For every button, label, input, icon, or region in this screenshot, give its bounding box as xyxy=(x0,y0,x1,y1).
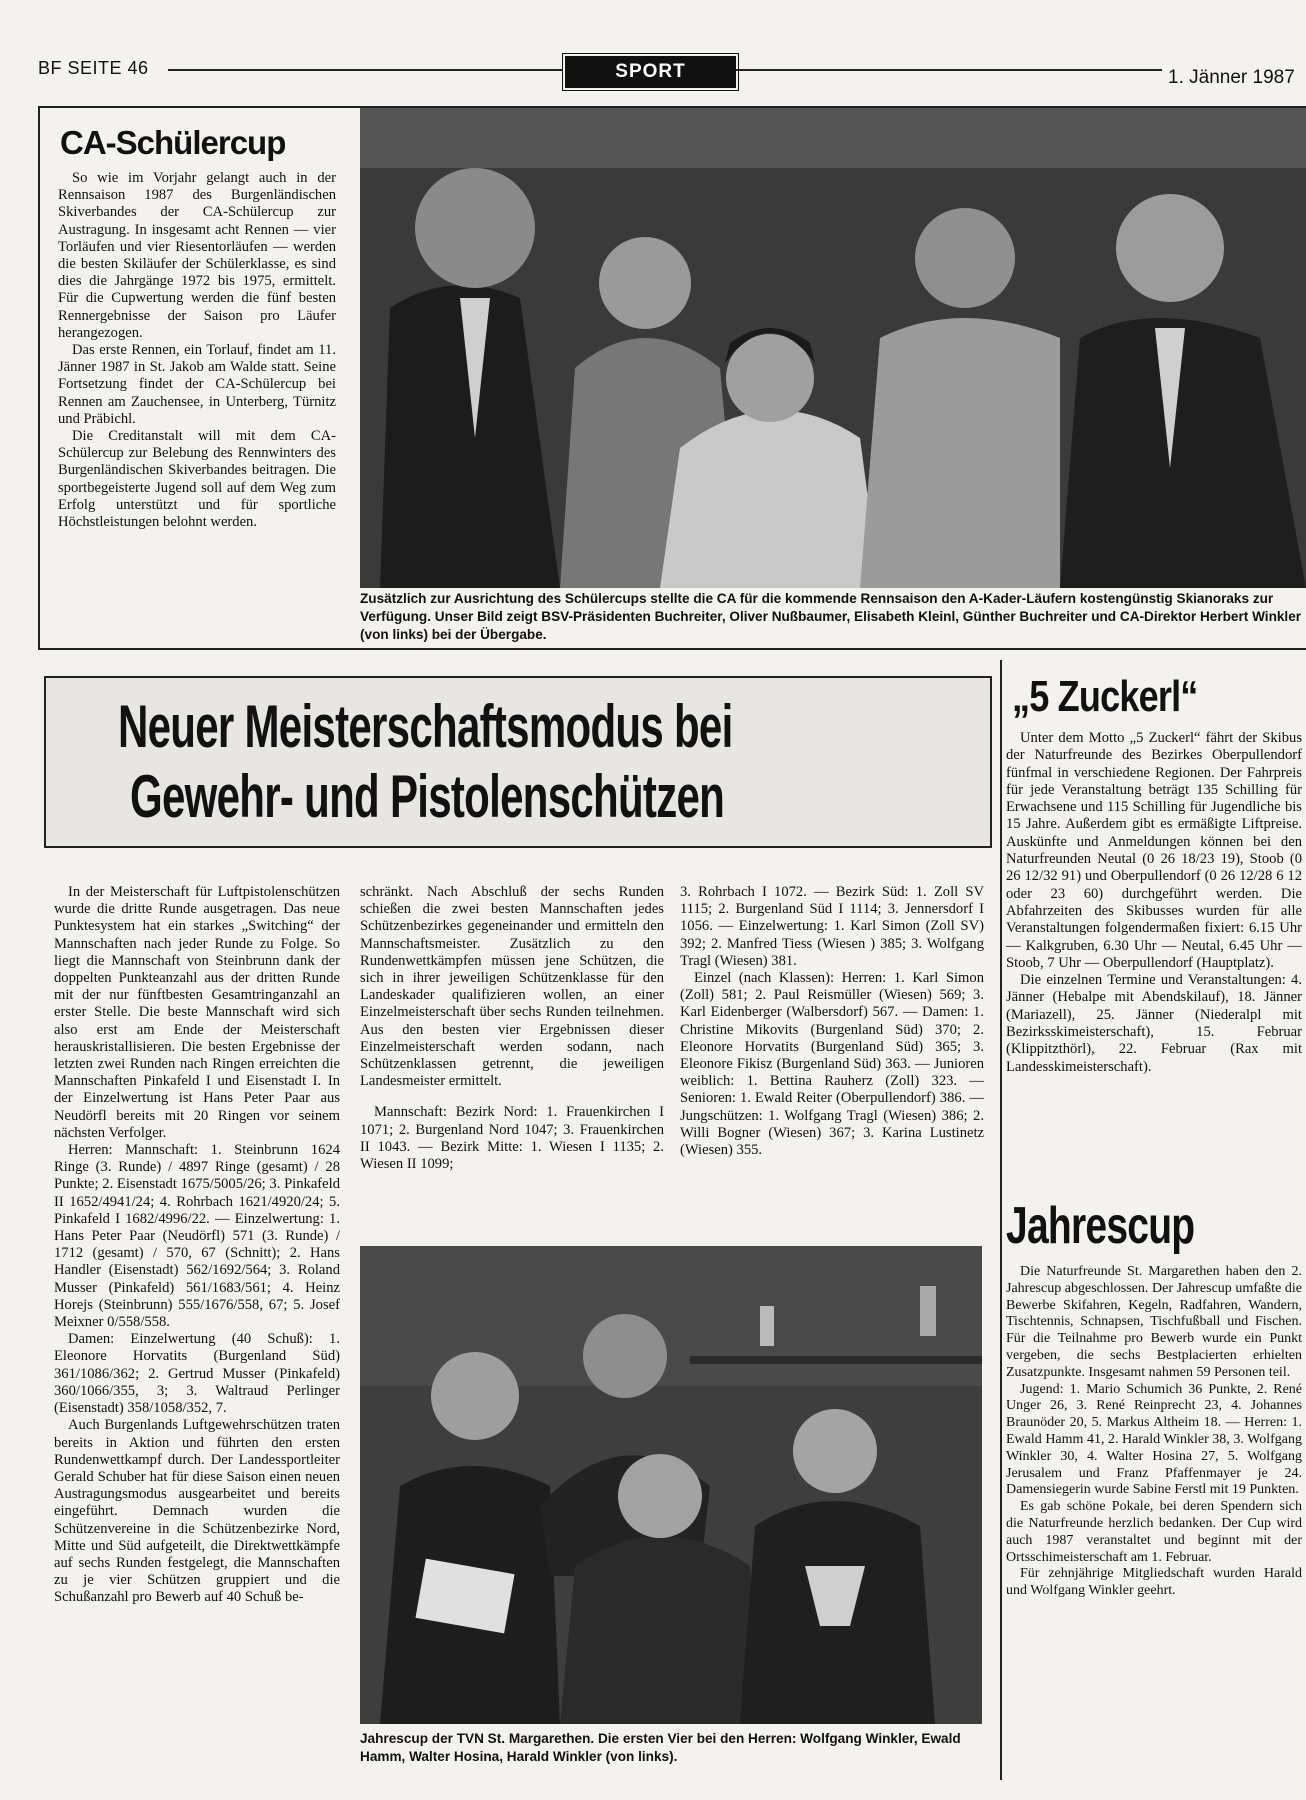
main-article-col-1 xyxy=(54,884,340,1607)
main-headline-box xyxy=(44,676,992,848)
zuckerl-title: „5 Zuckerl“ xyxy=(1012,672,1198,721)
jahrescup-paragraph: Es gab schöne Pokale, bei deren Spendern sich die Naturfreunde herzlich bedanken. Der Cup wird auch 1987 veranstaltet und beginnt mit der Ortsschimeisterschaft am 1. Februar. xyxy=(1006,1499,1302,1565)
main-article-col-2 xyxy=(360,884,664,1173)
ca-paragraph: So wie im Vorjahr gelangt auch in der Rennsaison 1987 des Burgenländischen Skiverbandes der CA-Schülercup zur Austragung. In insgesamt acht Rennen — vier Torläufen und vier Riesentorläufen — werden die besten Skiläufer der Schülerklasse, es sind dies die Jahrgänge 1972 bis 1975, ermittelt. Für die Cupwertung werden die fünf besten Rennergebnisse der Saison pro Läufer herangezogen. xyxy=(58,170,336,341)
ca-paragraph: Das erste Rennen, ein Torlauf, findet am 11. Jänner 1987 in St. Jakob am Walde statt. Seine Fortsetzung findet der CA-Schülercup bei Rennen am Zauchensee, in Unterberg, Türnitz und Präbichl. xyxy=(58,342,336,427)
main-paragraph: 3. Rohrbach I 1072. — Bezirk Süd: 1. Zoll SV 1115; 2. Burgenland Süd I 1114; 3. Jennersdorf I 1056. — Einzelwertung: 1. Karl Simon (Zoll SV) 392; 2. Manfred Tiess (Wiesen ) 385; 3. Wolfgang Tragl (Wiesen) 381. xyxy=(680,884,984,969)
ca-article-title: CA-Schülercup xyxy=(60,124,286,161)
ca-photo xyxy=(360,108,1306,588)
zuckerl-paragraph: Die einzelnen Termine und Veranstaltungen: 4. Jänner (Hebalpe mit Abendskilauf), 18. Jänner (Mariazell), 25. Jänner (Niederalpl mit Bezirksskimeisterschaft), 15. Februar (Klippitzthörl), 22. Februar (Rax mit Landesskimeisterschaft). xyxy=(1006,972,1302,1075)
main-paragraph: Herren: Mannschaft: 1. Steinbrunn 1624 Ringe (3. Runde) / 4897 Ringe (gesamt) / 28 Punkte; 2. Eisenstadt 1675/5005/26; 3. Pinkafeld II 1652/4941/24; 4. Rohrbach 1621/4920/24; 5. Pinkafeld I 1682/4996/22. — Einzelwertung: 1. Hans Peter Paar (Neudörfl) 571 (3. Runde) / 1712 (gesamt) / 570, 67 (Schnitt); 2. Hans Handler (Eisenstadt) 562/1692/564; 3. Roland Musser (Pinkafeld) 561/1683/561; 4. Heinz Horejs (Steinbrunn) 555/1676/558, 67; 5. Josef Meixner 0/558/558. xyxy=(54,1142,340,1331)
main-headline-line-2: Gewehr- und Pistolenschützen xyxy=(130,763,725,830)
jahrescup-paragraph: Für zehnjährige Mitgliedschaft wurden Harald und Wolfgang Winkler geehrt. xyxy=(1006,1566,1302,1599)
jahrescup-title: Jahrescup xyxy=(1006,1197,1195,1255)
column-divider xyxy=(1000,660,1002,1780)
main-paragraph: Einzel (nach Klassen): Herren: 1. Karl Simon (Zoll) 581; 2. Paul Reismüller (Wiesen) 569; 3. Karl Eidenberger (Walbersdorf) 567. — Damen: 1. Christine Mikovits (Burgenland Süd) 370; 2. Eleonore Horvatits (Burgenland Süd) 365; 3. Eleonore Fikisz (Burgenland Süd) 363. — Junioren weiblich: 1. Bettina Rauherz (Zoll) 323. — Senioren: 1. Ewald Reiter (Oberpullendorf) 386. — Jungschützen: 1. Wolfgang Tragl (Wiesen) 386; 2. Willi Bogner (Wiesen) 367; 3. Karina Lustinetz (Wiesen) 355. xyxy=(680,970,984,1159)
header-rule-right xyxy=(736,69,1162,71)
zuckerl-paragraph: Unter dem Motto „5 Zuckerl“ fährt der Skibus der Naturfreunde des Bezirkes Oberpullendorf fünfmal in verschiedene Regionen. Der Fahrpreis für jede Veranstaltung beträgt 135 Schilling für Erwachsene und 115 Schilling für Jugendliche bis 15 Jahre. Außerdem gibt es ermäßigte Liftpreise. Auskünfte und Anmeldungen können bei den Naturfreunden Neutal (0 26 18/23 19), Stoob (0 26 12/32 91) und Oberpullendorf (0 26 12/28 6 12 oder 23 60) durchgeführt werden. Die Abfahrzeiten des Skibusses wurden für alle Veranstaltungen folgendermaßen fixiert: 6.15 Uhr — Kalkgruben, 6.30 Uhr — Neutal, 6.45 Uhr — Stoob, 7 Uhr — Oberpullendorf (Hauptplatz). xyxy=(1006,730,1302,971)
jahrescup-paragraph: Jugend: 1. Mario Schumich 36 Punkte, 2. René Unger 26, 3. René Reinprecht 23, 4. Johannes Braunöder 20, 5. Markus Altheim 18. — Herren: 1. Ewald Hamm 41, 2. Harald Winkler 38, 3. Wolfgang Winkler 30, 4. Walter Hosina 27, 5. Wolfgang Jerusalem und Franz Pfaffenmayer je 24. Damensiegerin wurde Sabine Ferstl mit 19 Punkten. xyxy=(1006,1381,1302,1498)
main-paragraph: Damen: Einzelwertung (40 Schuß): 1. Eleonore Horvatits (Burgenland Süd) 361/1086/362; 2. Gertrud Musser (Pinkafeld) 360/1066/355, 3; 3. Waltraud Perlinger (Eisenstadt) 358/1058/352, 7. xyxy=(54,1331,340,1417)
main-headline-line-1: Neuer Meisterschaftsmodus bei xyxy=(118,693,733,760)
header-rule-left xyxy=(168,69,562,71)
jahrescup-photo-caption: Jahrescup der TVN St. Margarethen. Die ersten Vier bei den Herren: Wolfgang Winkler, Ewald Hamm, Walter Hosina, Harald Winkler (von links). xyxy=(360,1731,961,1764)
page-label: BF SEITE 46 xyxy=(38,58,149,78)
main-paragraph: Auch Burgenlands Luftgewehrschützen traten bereits in Aktion und führten den ersten Rundenwettkampf durch. Der Landessportleiter Gerald Schuber hat für diese Saison einen neuen Austragungsmodus ausgearbeitet und bereits eingeführt. Demnach wurden die Schützenvereine in die Schützenbezirke Nord, Mitte und Süd aufgeteilt, die Direktwettkämpfe auf sechs Runden festgelegt, die Mannschaften zu je vier Schützen gruppiert und die Schußanzahl pro Bewerb auf 40 Schuß be- xyxy=(54,1417,340,1606)
zuckerl-body xyxy=(1006,730,1302,1076)
ca-paragraph: Die Creditanstalt will mit dem CA-Schülercup zur Belebung des Rennwinters des Burgenländischen Skiverbandes beitragen. Die sportbegeisterte Jugend soll auf dem Weg zum Erfolg unterstützt und für sportliche Höchstleistungen belohnt werden. xyxy=(58,428,336,531)
ca-photo-caption: Zusätzlich zur Ausrichtung des Schülercups stellte die CA für die kommende Rennsaison den A-Kader-Läufern kostengünstig Skianoraks zur Verfügung. Unser Bild zeigt BSV-Präsidenten Buchreiter, Oliver Nußbaumer, Elisabeth Kleinl, Günther Buchreiter und CA-Direktor Herbert Winkler (von links) bei der Übergabe. xyxy=(360,591,1302,642)
ca-article-body xyxy=(58,170,336,531)
issue-date: 1. Jänner 1987 xyxy=(1168,67,1295,88)
main-paragraph: In der Meisterschaft für Luftpistolenschützen wurde die dritte Runde ausgetragen. Das neue Punktesystem hat ein starkes „Switching“ der Mannschaften nach jeder Runde zu Folge. So liegt die Mannschaft von Steinbrunn dank der doppelten Punkteanzahl aus der dritten Runde mit der nur fünftbesten Gesamtringanzahl an erster Stelle. Die beste Mannschaft wird sich also erst am Ende der Meisterschaft herauskristallisieren. Die besten Ergebnisse der letzten zwei Runden nach Ringen erreichten die Mannschaften Pinkafeld I und Eisenstadt I. In der Einzelwertung ist Hans Peter Paar aus Neudörfl bereits mit 20 Ringen vor seinem nächsten Verfolger. xyxy=(54,884,340,1141)
jahrescup-paragraph: Die Naturfreunde St. Margarethen haben den 2. Jahrescup abgeschlossen. Der Jahrescup umfaßte die Bewerbe Skifahren, Kegeln, Radfahren, Wandern, Tischtennis, Schnapsen, Tischfußball und Fischen. Für die Teilnahme pro Bewerb wurde ein Punkt vergeben, die sechs Bestplacierten erhielten Zusatzpunkte. Insgesamt nahmen 59 Personen teil. xyxy=(1006,1264,1302,1380)
section-tag: SPORT xyxy=(565,56,736,88)
main-article-col-3 xyxy=(680,884,984,1159)
jahrescup-photo xyxy=(360,1246,982,1724)
main-paragraph: schränkt. Nach Abschluß der sechs Runden schießen die zwei besten Mannschaften jedes Schützenbezirkes gegeneinander und ermitteln den Mannschaftsmeister. Zusätzlich zu den Rundenwettkämpfen müssen jene Schützen, die sich in ihrer jeweiligen Schützenklasse für den Landeskader qualifizieren wollen, an einer Einzelmeisterschaft über sechs Runden teilnehmen. Aus den besten vier Ergebnissen dieser Einzelmeisterschaft werden sodann, nach Schützenklassen getrennt, die jeweiligen Landesmeister ermittelt. xyxy=(360,884,664,1090)
main-paragraph: Mannschaft: Bezirk Nord: 1. Frauenkirchen I 1071; 2. Burgenland Nord 1047; 3. Frauenkirchen II 1043. — Bezirk Mitte: 1. Wiesen I 1135; 2. Wiesen II 1099; xyxy=(360,1104,664,1173)
jahrescup-body xyxy=(1006,1264,1302,1600)
